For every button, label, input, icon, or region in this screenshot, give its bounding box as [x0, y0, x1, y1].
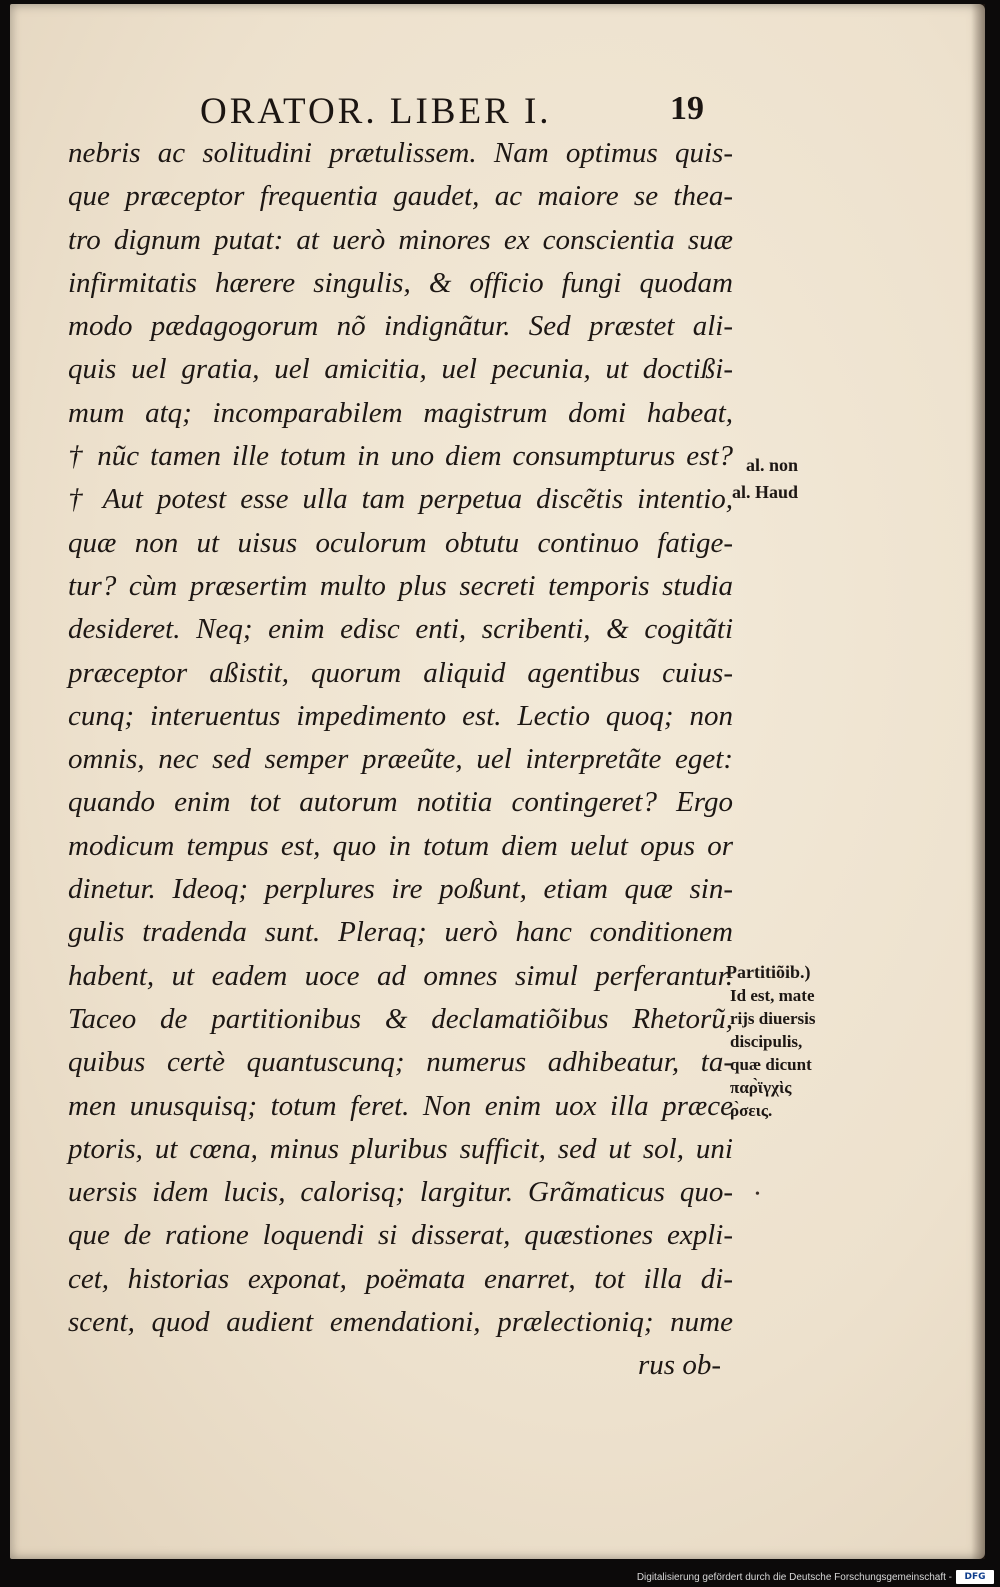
text-line: uersis idem lucis, calorisq; largitur. Grãmaticus quo- — [68, 1176, 733, 1209]
marginal-note-line: παρ̀ϊγχὶς — [730, 1078, 792, 1097]
page-edge-shadow — [971, 4, 985, 1559]
text-line: scent, quod audient emendationi, prælectioniq; nume — [68, 1306, 733, 1339]
text-line: ptoris, ut cœna, minus pluribus sufficit, sed ut sol, uni — [68, 1132, 733, 1165]
text-line: dinetur. Ideoq; perplures ire poßunt, etiam quæ sin- — [68, 873, 733, 906]
running-head: ORATOR. LIBER I. — [200, 91, 552, 132]
marginal-note-al-non: al. non — [746, 455, 799, 475]
dfg-logo: DFG — [956, 1570, 994, 1584]
text-line: cet, historias exponat, poëmata enarret, tot illa di- — [68, 1262, 733, 1295]
text-line: quando enim tot autorum notitia contingeret? Ergo — [68, 786, 733, 819]
text-line: quæ non ut uisus oculorum obtutu continuo fatige- — [68, 526, 733, 559]
marginal-note-partitionibus — [726, 960, 856, 1122]
text-line: tro dignum putat: at uerò minores ex conscientia suæ — [68, 223, 733, 256]
main-text-block — [68, 132, 733, 1388]
text-line: omnis, nec sed semper præeũte, uel interpretãte eget: — [68, 743, 733, 776]
marginal-note-line: quæ dicunt — [730, 1055, 812, 1074]
marginal-note-line: rijs diuersis — [730, 1009, 816, 1028]
text-line: tur? cùm præsertim multo plus secreti temporis studia — [68, 569, 733, 602]
catchword-line: rus ob- — [638, 1349, 721, 1382]
ink-dot: • — [755, 1187, 760, 1202]
text-line: quibus certè quantuscunq; numerus adhibeatur, ta- — [68, 1046, 733, 1079]
text-line: infirmitatis hærere singulis, & officio fungi quodam — [68, 266, 733, 299]
text-line: cunq; interuentus impedimento est. Lectio quoq; non — [68, 699, 733, 732]
text-line: quis uel gratia, uel amicitia, uel pecunia, ut doctißi- — [68, 353, 733, 386]
text-line: mum atq; incomparabilem magistrum domi habeat, — [68, 396, 733, 429]
marginal-note-line: discipulis, — [730, 1032, 803, 1051]
text-line: modicum tempus est, quo in totum diem uelut opus or — [68, 829, 733, 862]
page-number: 19 — [670, 90, 704, 127]
marginal-note-al-haud: al. Haud — [732, 482, 799, 502]
text-line: que præceptor frequentia gaudet, ac maiore se thea- — [68, 180, 733, 213]
text-line: † Aut potest esse ulla tam perpetua discẽtis intentio, — [68, 483, 733, 516]
text-line: men unusquisq; totum feret. Non enim uox illa præce — [68, 1089, 733, 1122]
book-page — [10, 4, 985, 1559]
text-line: modo pædagogorum nõ indignãtur. Sed præstet ali- — [68, 310, 733, 343]
digitization-credit: Digitalisierung gefördert durch die Deutsche Forschungsgemeinschaft - — [636, 1572, 952, 1583]
text-line: desideret. Neq; enim edisc enti, scribenti, & cogitãti — [68, 613, 733, 646]
text-line: nebris ac solitudini prætulissem. Nam optimus quis- — [68, 137, 733, 169]
marginal-note-title: Partitiõib.) — [726, 962, 811, 982]
marginal-note-line: Id est, mate — [730, 986, 815, 1005]
text-line: habent, ut eadem uoce ad omnes simul perferantur. — [68, 959, 733, 992]
text-line: gulis tradenda sunt. Pleraq; uerò hanc conditionem — [68, 916, 733, 949]
text-line: † nũc tamen ille totum in uno diem consumpturus est? — [68, 440, 733, 473]
text-line: que de ratione loquendi si disserat, quæstiones expli- — [68, 1219, 733, 1252]
marginal-note-line: ρ̀σεις. — [730, 1101, 773, 1120]
text-line: præceptor aßistit, quorum aliquid agentibus cuius- — [68, 656, 733, 689]
text-line: Taceo de partitionibus & declamatiõibus Rhetorũ, — [68, 1002, 733, 1035]
